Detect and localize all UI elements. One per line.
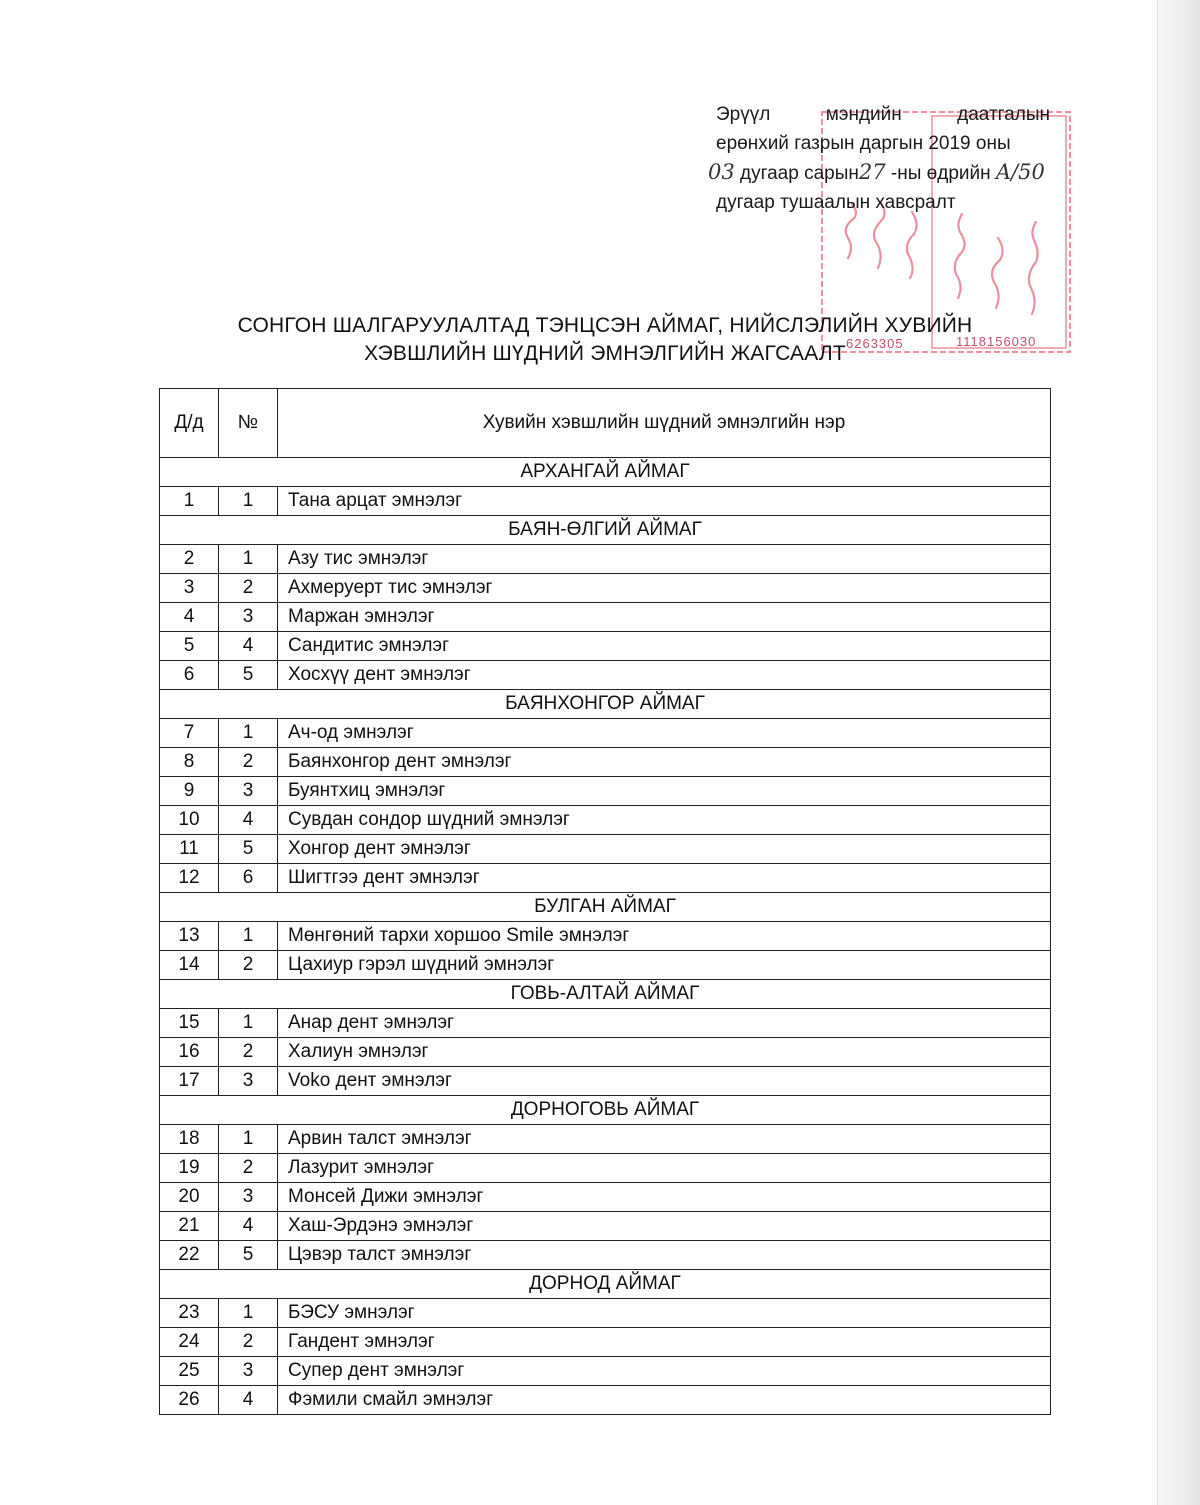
cell-dd: 23 bbox=[160, 1299, 219, 1328]
cell-no: 2 bbox=[219, 1154, 278, 1183]
cell-clinic-name: Анар дент эмнэлэг bbox=[278, 1009, 1051, 1038]
cell-clinic-name: Фэмили смайл эмнэлэг bbox=[278, 1386, 1051, 1415]
cell-clinic-name: Мөнгөний тархи хоршоо Smile эмнэлэг bbox=[278, 922, 1051, 951]
cell-no: 1 bbox=[219, 719, 278, 748]
table-row bbox=[160, 1183, 1051, 1212]
cell-no: 3 bbox=[219, 1357, 278, 1386]
table-row bbox=[160, 487, 1051, 516]
cell-dd: 26 bbox=[160, 1386, 219, 1415]
cell-clinic-name: Voko дент эмнэлэг bbox=[278, 1067, 1051, 1096]
table-row bbox=[160, 1212, 1051, 1241]
cell-no: 1 bbox=[219, 1009, 278, 1038]
handwritten-month: 03 bbox=[708, 160, 735, 184]
table-row bbox=[160, 1328, 1051, 1357]
cell-no: 3 bbox=[219, 603, 278, 632]
cell-no: 4 bbox=[219, 1212, 278, 1241]
table-row bbox=[160, 951, 1051, 980]
table-row bbox=[160, 632, 1051, 661]
cell-no: 3 bbox=[219, 777, 278, 806]
table-row bbox=[160, 1357, 1051, 1386]
handwritten-day: 27 bbox=[858, 160, 886, 184]
region-name: АРХАНГАЙ АЙМАГ bbox=[160, 458, 1051, 487]
table-row bbox=[160, 719, 1051, 748]
cell-clinic-name: Азу тис эмнэлэг bbox=[278, 545, 1051, 574]
cell-dd: 4 bbox=[160, 603, 219, 632]
region-name: БАЯН-ӨЛГИЙ АЙМАГ bbox=[160, 516, 1051, 545]
cell-dd: 13 bbox=[160, 922, 219, 951]
table-row bbox=[160, 574, 1051, 603]
cell-no: 2 bbox=[219, 1038, 278, 1067]
cell-dd: 18 bbox=[160, 1125, 219, 1154]
header-note-line3 bbox=[708, 158, 1050, 188]
cell-dd: 8 bbox=[160, 748, 219, 777]
cell-no: 4 bbox=[219, 806, 278, 835]
header-note-day-label: -ны өдрийн bbox=[890, 163, 991, 184]
cell-dd: 5 bbox=[160, 632, 219, 661]
cell-no: 5 bbox=[219, 1241, 278, 1270]
region-row bbox=[160, 690, 1051, 719]
cell-clinic-name: БЭСУ эмнэлэг bbox=[278, 1299, 1051, 1328]
cell-clinic-name: Баянхонгор дент эмнэлэг bbox=[278, 748, 1051, 777]
cell-clinic-name: Арвин талст эмнэлэг bbox=[278, 1125, 1051, 1154]
table-row bbox=[160, 748, 1051, 777]
cell-no: 1 bbox=[219, 1125, 278, 1154]
cell-clinic-name: Сандитис эмнэлэг bbox=[278, 632, 1051, 661]
cell-no: 4 bbox=[219, 632, 278, 661]
region-row bbox=[160, 516, 1051, 545]
table-row bbox=[160, 1386, 1051, 1415]
table-body bbox=[160, 458, 1051, 1415]
header-note-line2: ерөнхий газрын даргын 2019 оны bbox=[716, 133, 1011, 154]
cell-clinic-name: Супер дент эмнэлэг bbox=[278, 1357, 1051, 1386]
header-note bbox=[708, 100, 1050, 217]
cell-no: 1 bbox=[219, 1299, 278, 1328]
cell-no: 4 bbox=[219, 1386, 278, 1415]
cell-no: 6 bbox=[219, 864, 278, 893]
cell-clinic-name: Ач-од эмнэлэг bbox=[278, 719, 1051, 748]
header-no: № bbox=[219, 389, 278, 458]
table-row bbox=[160, 1299, 1051, 1328]
table-row bbox=[160, 1241, 1051, 1270]
cell-no: 5 bbox=[219, 661, 278, 690]
cell-no: 1 bbox=[219, 487, 278, 516]
region-row bbox=[160, 458, 1051, 487]
cell-dd: 11 bbox=[160, 835, 219, 864]
cell-no: 1 bbox=[219, 922, 278, 951]
cell-clinic-name: Буянтхиц эмнэлэг bbox=[278, 777, 1051, 806]
region-row bbox=[160, 980, 1051, 1009]
stamp-number-left: 6263305 bbox=[846, 336, 904, 351]
clinic-list-table bbox=[159, 388, 1051, 1415]
region-row bbox=[160, 1270, 1051, 1299]
region-row bbox=[160, 1096, 1051, 1125]
cell-clinic-name: Хосхүү дент эмнэлэг bbox=[278, 661, 1051, 690]
cell-dd: 20 bbox=[160, 1183, 219, 1212]
header-dd: Д/д bbox=[160, 389, 219, 458]
cell-dd: 3 bbox=[160, 574, 219, 603]
cell-dd: 12 bbox=[160, 864, 219, 893]
cell-dd: 9 bbox=[160, 777, 219, 806]
cell-clinic-name: Тана арцат эмнэлэг bbox=[278, 487, 1051, 516]
table-row bbox=[160, 777, 1051, 806]
cell-dd: 6 bbox=[160, 661, 219, 690]
table-row bbox=[160, 603, 1051, 632]
table-row bbox=[160, 1125, 1051, 1154]
region-name: ДОРНОД АЙМАГ bbox=[160, 1270, 1051, 1299]
cell-clinic-name: Монсей Дижи эмнэлэг bbox=[278, 1183, 1051, 1212]
table-header-row bbox=[160, 389, 1051, 458]
cell-clinic-name: Ахмеруерт тис эмнэлэг bbox=[278, 574, 1051, 603]
header-name: Хувийн хэвшлийн шүдний эмнэлгийн нэр bbox=[278, 389, 1051, 458]
cell-clinic-name: Шигтгээ дент эмнэлэг bbox=[278, 864, 1051, 893]
cell-clinic-name: Цэвэр талст эмнэлэг bbox=[278, 1241, 1051, 1270]
region-name: ДОРНОГОВЬ АЙМАГ bbox=[160, 1096, 1051, 1125]
header-note-line1 bbox=[716, 100, 1050, 129]
cell-dd: 15 bbox=[160, 1009, 219, 1038]
cell-clinic-name: Сувдан сондор шүдний эмнэлэг bbox=[278, 806, 1051, 835]
header-note-month-label: дугаар сарын bbox=[740, 163, 859, 184]
title-line1: СОНГОН ШАЛГАРУУЛАЛТАД ТЭНЦСЭН АЙМАГ, НИЙСЛЭЛИЙН ХУВИЙН bbox=[237, 314, 973, 337]
cell-dd: 17 bbox=[160, 1067, 219, 1096]
table-row bbox=[160, 1038, 1051, 1067]
region-name: ГОВЬ-АЛТАЙ АЙМАГ bbox=[160, 980, 1051, 1009]
cell-no: 3 bbox=[219, 1067, 278, 1096]
cell-no: 2 bbox=[219, 574, 278, 603]
table-row bbox=[160, 1009, 1051, 1038]
cell-clinic-name: Лазурит эмнэлэг bbox=[278, 1154, 1051, 1183]
table-row bbox=[160, 545, 1051, 574]
region-row bbox=[160, 893, 1051, 922]
cell-no: 5 bbox=[219, 835, 278, 864]
cell-dd: 16 bbox=[160, 1038, 219, 1067]
cell-clinic-name: Хаш-Эрдэнэ эмнэлэг bbox=[278, 1212, 1051, 1241]
table-row bbox=[160, 1154, 1051, 1183]
handwritten-order-number: A/50 bbox=[995, 160, 1045, 184]
table-row bbox=[160, 922, 1051, 951]
cell-no: 1 bbox=[219, 545, 278, 574]
cell-dd: 14 bbox=[160, 951, 219, 980]
cell-dd: 19 bbox=[160, 1154, 219, 1183]
region-name: БУЛГАН АЙМАГ bbox=[160, 893, 1051, 922]
header-word: даатгалын bbox=[957, 104, 1050, 125]
cell-dd: 1 bbox=[160, 487, 219, 516]
table-row bbox=[160, 864, 1051, 893]
cell-dd: 7 bbox=[160, 719, 219, 748]
cell-clinic-name: Хонгор дент эмнэлэг bbox=[278, 835, 1051, 864]
document-title bbox=[160, 312, 1050, 368]
table-row bbox=[160, 1067, 1051, 1096]
table-row bbox=[160, 661, 1051, 690]
header-word: Эрүүл bbox=[716, 104, 771, 125]
cell-clinic-name: Халиун эмнэлэг bbox=[278, 1038, 1051, 1067]
cell-dd: 22 bbox=[160, 1241, 219, 1270]
stamp-number-right: 1118156030 bbox=[956, 334, 1037, 349]
cell-dd: 2 bbox=[160, 545, 219, 574]
header-word: мэндийн bbox=[825, 104, 902, 125]
cell-no: 2 bbox=[219, 748, 278, 777]
cell-clinic-name: Цахиур гэрэл шүдний эмнэлэг bbox=[278, 951, 1051, 980]
table-row bbox=[160, 806, 1051, 835]
title-line2: ХЭВШЛИЙН ШҮДНИЙ ЭМНЭЛГИЙН ЖАГСААЛТ bbox=[364, 342, 846, 365]
table-row bbox=[160, 835, 1051, 864]
scan-edge bbox=[1157, 0, 1200, 1505]
region-name: БАЯНХОНГОР АЙМАГ bbox=[160, 690, 1051, 719]
header-note-line4: дугаар тушаалын хавсралт bbox=[716, 192, 956, 213]
cell-dd: 10 bbox=[160, 806, 219, 835]
cell-dd: 24 bbox=[160, 1328, 219, 1357]
cell-clinic-name: Маржан эмнэлэг bbox=[278, 603, 1051, 632]
cell-clinic-name: Гандент эмнэлэг bbox=[278, 1328, 1051, 1357]
cell-dd: 21 bbox=[160, 1212, 219, 1241]
cell-no: 2 bbox=[219, 1328, 278, 1357]
cell-no: 2 bbox=[219, 951, 278, 980]
cell-dd: 25 bbox=[160, 1357, 219, 1386]
cell-no: 3 bbox=[219, 1183, 278, 1212]
